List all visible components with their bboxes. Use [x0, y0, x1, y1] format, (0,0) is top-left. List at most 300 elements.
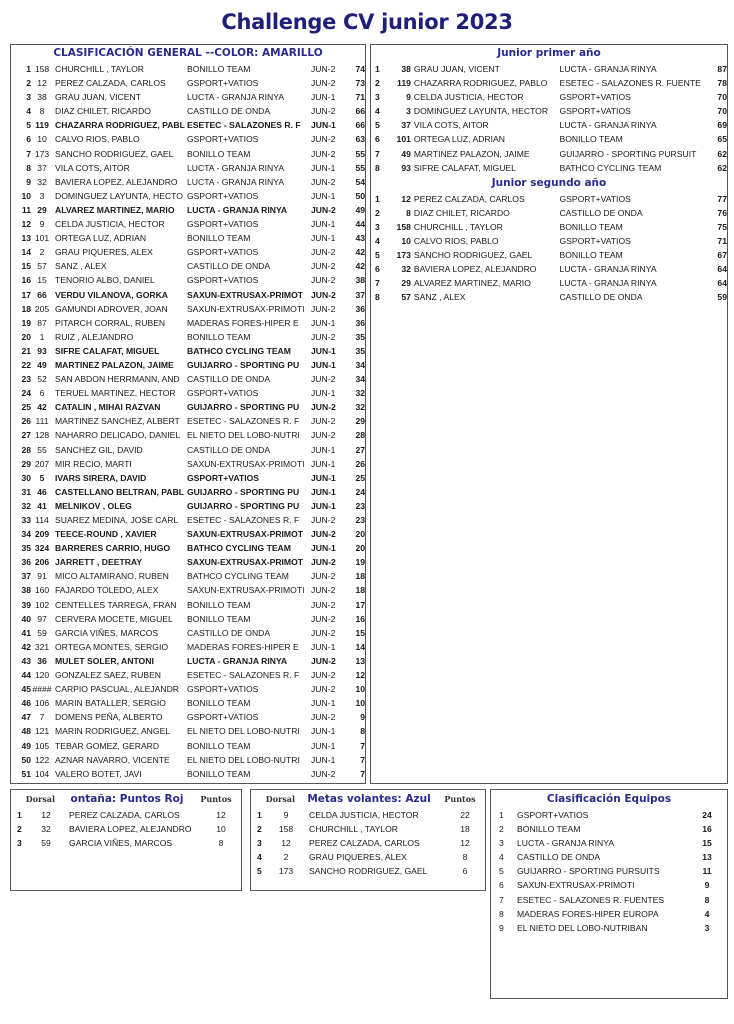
- junior1-row-team: LUCTA - GRANJA RINYA: [559, 64, 657, 74]
- junior2-row-pts: 67: [717, 250, 727, 261]
- general-row-team: EL NIETO DEL LOBO-NUTRI: [187, 726, 300, 737]
- team-row-pts: 4: [704, 908, 710, 919]
- sprints-row-name: GRAU PIQUERES, ALEX: [309, 852, 407, 863]
- general-row-pos: 36: [21, 557, 31, 568]
- general-row-name: SIFRE CALAFAT, MIGUEL: [55, 345, 160, 356]
- general-row: [11, 541, 365, 555]
- general-row-team: LUCTA - GRANJA RINYA: [187, 655, 288, 666]
- general-row-pts: 38: [355, 275, 365, 286]
- general-row-pos: 43: [21, 655, 31, 666]
- general-row-cat: JUN-2: [311, 247, 336, 258]
- general-row-pts: 44: [355, 219, 365, 230]
- general-row-dor: 111: [35, 416, 49, 427]
- junior2-row-team: GSPORT+VATIOS: [559, 236, 631, 247]
- general-row-pts: 20: [355, 543, 365, 554]
- general-row-pts: 49: [355, 204, 365, 215]
- general-row-cat: JUN-2: [311, 627, 336, 638]
- general-row-cat: JUN-1: [311, 190, 336, 201]
- junior2-row-dor: 8: [406, 207, 411, 218]
- junior2-row-pos: 7: [375, 278, 380, 289]
- general-row: [11, 259, 365, 273]
- mountain-classification-table: [10, 789, 242, 891]
- general-row-dor: 206: [34, 557, 50, 568]
- junior1-row: [371, 132, 727, 146]
- general-row-cat: JUN-1: [311, 233, 336, 244]
- general-row-dor: 57: [37, 261, 47, 272]
- general-row-pts: 63: [355, 134, 365, 145]
- team-row-pts: 8: [704, 894, 710, 905]
- general-row: [11, 217, 365, 231]
- sprints-points-label: Puntos: [444, 794, 476, 804]
- general-row-pos: 1: [26, 64, 31, 74]
- general-row-pts: 74: [355, 64, 365, 74]
- team-row: [491, 836, 727, 850]
- junior1-row-team: ESETEC - SALAZONES R. FUENTE: [559, 78, 701, 89]
- general-row-name: GRAU PIQUERES, ALEX: [55, 247, 153, 258]
- general-row-pos: 10: [21, 190, 31, 201]
- general-row-pts: 16: [355, 613, 365, 624]
- junior1-row: [371, 76, 727, 90]
- team-row-pts: 15: [702, 838, 712, 849]
- general-row-team: BATHCO CYCLING TEAM: [187, 543, 291, 554]
- general-row-dor: 32: [37, 176, 47, 187]
- team-row-pos: 9: [499, 922, 504, 933]
- general-row-pts: 29: [355, 416, 365, 427]
- junior2-row: [371, 234, 727, 248]
- general-row: [11, 175, 365, 189]
- general-row-dor: 128: [34, 430, 50, 441]
- junior2-rows: [371, 192, 727, 305]
- sprints-row-name: PEREZ CALZADA, CARLOS: [309, 838, 420, 849]
- general-row-cat: JUN-2: [311, 515, 336, 525]
- mountain-row-pos: 3: [17, 838, 22, 849]
- general-row-pos: 2: [26, 78, 31, 89]
- junior2-row-pts: 75: [717, 221, 727, 232]
- junior1-row-pos: 5: [375, 120, 380, 131]
- general-row-team: BONILLO TEAM: [187, 768, 251, 779]
- general-row-name: MICO ALTAMIRANO, RUBEN: [55, 571, 169, 582]
- general-row-cat: JUN-2: [311, 303, 336, 314]
- general-row: [11, 330, 365, 344]
- general-row-pos: 33: [21, 515, 31, 525]
- general-row-dor: 9: [39, 219, 45, 230]
- junior1-rows: [371, 62, 727, 175]
- general-row-pts: 9: [360, 712, 365, 723]
- general-row-cat: JUN-2: [311, 134, 336, 145]
- general-row-pts: 7: [360, 754, 365, 765]
- junior1-row-pts: 65: [717, 134, 727, 145]
- general-row-pos: 18: [21, 303, 31, 314]
- general-row-team: ESETEC - SALAZONES R. F: [187, 670, 300, 681]
- general-row: [11, 288, 365, 302]
- general-row-cat: JUN-1: [311, 472, 336, 483]
- general-row: [11, 569, 365, 583]
- general-row-name: GARCIA VIÑES, MARCOS: [55, 627, 159, 638]
- general-row-team: GSPORT+VATIOS: [187, 684, 259, 695]
- general-row-name: MARTINEZ SANCHEZ, ALBERT: [55, 416, 180, 427]
- general-row-dor: 209: [34, 529, 50, 540]
- general-row-pts: 71: [355, 92, 365, 103]
- general-row-dor: 55: [37, 444, 47, 455]
- junior1-row-dor: 3: [406, 106, 411, 117]
- general-row-pts: 15: [355, 627, 365, 638]
- general-row-team: GSPORT+VATIOS: [187, 247, 259, 258]
- general-row-pos: 20: [21, 331, 31, 342]
- junior2-row-name: DIAZ CHILET, RICARDO: [413, 207, 510, 218]
- junior1-row-pts: 87: [717, 64, 727, 74]
- junior2-row: [371, 220, 727, 234]
- general-row-cat: JUN-1: [311, 486, 336, 497]
- general-row-team: GSPORT+VATIOS: [187, 388, 259, 399]
- team-row-name: GSPORT+VATIOS: [517, 810, 589, 820]
- general-row-pts: 7: [360, 740, 365, 751]
- page-title: Challenge CV junior 2023: [221, 10, 513, 34]
- general-row-name: CELDA JUSTICIA, HECTOR: [55, 219, 165, 230]
- sprints-row-pts: 6: [462, 866, 468, 877]
- general-row-pts: 25: [355, 472, 365, 483]
- general-row-pts: 36: [355, 317, 365, 328]
- general-row-pts: 55: [355, 162, 365, 173]
- general-row-cat: JUN-2: [311, 768, 336, 779]
- general-row-pos: 49: [21, 740, 31, 751]
- general-row-cat: JUN-2: [311, 529, 336, 540]
- mountain-points-label: Puntos: [200, 794, 232, 804]
- general-row-dor: 1: [39, 331, 45, 342]
- general-row-name: VERDU VILANOVA, GORKA: [55, 289, 168, 300]
- general-row: [11, 612, 365, 626]
- general-row-name: TENORIO ALBO, DANIEL: [55, 275, 155, 286]
- team-row-name: SAXUN-EXTRUSAX-PRIMOTI: [517, 880, 635, 891]
- sprints-row-pts: 12: [460, 838, 470, 849]
- general-row-pts: 66: [355, 120, 365, 131]
- general-row-team: GUIJARRO - SPORTING PU: [187, 486, 300, 497]
- junior1-row: [371, 147, 727, 161]
- general-row-team: CASTILLO DE ONDA: [187, 627, 271, 638]
- general-row: [11, 443, 365, 457]
- mountain-row: [11, 836, 241, 850]
- general-row-team: ESETEC - SALAZONES R. F: [187, 120, 301, 131]
- general-row-pos: 34: [21, 529, 31, 540]
- general-row-team: BONILLO TEAM: [187, 740, 251, 751]
- general-row-pts: 14: [355, 641, 365, 652]
- general-row-pos: 11: [21, 204, 31, 215]
- general-row: [11, 485, 365, 499]
- general-row: [11, 104, 365, 118]
- general-row: [11, 358, 365, 372]
- general-row: [11, 724, 365, 738]
- general-row-pos: 17: [21, 289, 31, 300]
- mountain-row-pts: 12: [216, 810, 226, 820]
- general-row-pos: 38: [21, 585, 31, 596]
- general-row-dor: 49: [37, 359, 47, 370]
- junior1-row: [371, 62, 727, 76]
- general-row: [11, 302, 365, 316]
- general-row: [11, 682, 365, 696]
- team-row-name: GUIJARRO - SPORTING PURSUITS: [517, 866, 660, 877]
- general-row: [11, 471, 365, 485]
- junior2-row-pos: 3: [375, 221, 380, 232]
- general-row-pts: 34: [355, 374, 365, 385]
- junior2-row-name: CALVO RIOS, PABLO: [413, 236, 499, 247]
- junior2-row-team: CASTILLO DE ONDA: [559, 292, 643, 303]
- general-row: [11, 231, 365, 245]
- general-row-pos: 48: [21, 726, 31, 737]
- general-row-name: MARIN BATALLER, SERGIO: [55, 698, 166, 709]
- general-row: [11, 583, 365, 597]
- general-row-pos: 13: [21, 233, 31, 244]
- junior2-row-team: LUCTA - GRANJA RINYA: [559, 278, 657, 289]
- general-row-team: CASTILLO DE ONDA: [187, 444, 271, 455]
- general-row: [11, 626, 365, 640]
- general-row: [11, 739, 365, 753]
- general-row-pts: 23: [355, 500, 365, 511]
- general-row-pos: 12: [21, 219, 31, 230]
- junior2-row-pts: 77: [717, 193, 727, 204]
- general-row-team: BONILLO TEAM: [187, 613, 251, 624]
- general-classification-title: CLASIFICACIÓN GENERAL --COLOR: AMARILLO: [53, 47, 323, 59]
- junior1-row-dor: 119: [397, 78, 411, 89]
- junior1-row-pos: 1: [375, 64, 380, 74]
- general-row-dor: 41: [37, 500, 47, 511]
- junior1-row-team: GUIJARRO - SPORTING PURSUIT: [559, 148, 697, 159]
- junior1-row-pos: 2: [375, 78, 380, 89]
- junior1-row: [371, 118, 727, 132]
- mountain-row-pos: 2: [17, 824, 22, 835]
- general-row-name: PITARCH CORRAL, RUBEN: [55, 317, 166, 328]
- junior2-row: [371, 290, 727, 304]
- general-row-team: GSPORT+VATIOS: [187, 190, 259, 201]
- general-row-cat: JUN-2: [311, 176, 336, 187]
- general-row-dor: 105: [34, 740, 50, 751]
- general-row-name: MARTINEZ PALAZON, JAIME: [55, 359, 174, 370]
- sprints-row-name: CHURCHILL , TAYLOR: [309, 824, 398, 835]
- general-row-name: MARIN RODRIGUEZ, ANGEL: [55, 726, 171, 737]
- general-row-name: AZNAR NAVARRO, VICENTE: [55, 754, 170, 765]
- general-row-pts: 34: [355, 359, 365, 370]
- general-row-cat: JUN-2: [311, 613, 336, 624]
- general-row-dor: 104: [34, 768, 50, 779]
- team-row-name: LUCTA - GRANJA RINYA: [517, 838, 615, 849]
- general-row-dor: 12: [37, 78, 47, 89]
- sprints-row-name: CELDA JUSTICIA, HECTOR: [309, 810, 419, 820]
- general-row-cat: JUN-1: [311, 317, 336, 328]
- general-row-name: IVARS SIRERA, DAVID: [55, 472, 147, 483]
- general-row-name: GONZALEZ SAEZ, RUBEN: [55, 670, 162, 681]
- junior1-row-pos: 8: [375, 162, 380, 173]
- team-row: [491, 864, 727, 878]
- general-row-dor: 91: [37, 571, 47, 582]
- general-row-team: SAXUN-EXTRUSAX-PRIMOTI: [187, 458, 305, 469]
- junior1-row-team: LUCTA - GRANJA RINYA: [559, 120, 657, 131]
- general-row-name: PEREZ CALZADA, CARLOS: [55, 78, 166, 89]
- general-row-pos: 7: [26, 148, 31, 159]
- team-row-pts: 11: [702, 866, 712, 877]
- junior1-row-name: SIFRE CALAFAT, MIGUEL: [413, 162, 516, 173]
- general-row-team: ESETEC - SALAZONES R. F: [187, 515, 300, 525]
- general-row-name: ALVAREZ MARTINEZ, MARIO: [55, 204, 175, 215]
- general-row-dor: 38: [37, 92, 47, 103]
- general-row-pos: 23: [21, 374, 31, 385]
- general-row-pos: 28: [21, 444, 31, 455]
- team-row-name: EL NIETO DEL LOBO-NUTRIBAN: [517, 922, 648, 933]
- junior1-row-pts: 70: [717, 106, 727, 117]
- general-row-cat: JUN-2: [311, 430, 336, 441]
- general-row-cat: JUN-2: [311, 106, 336, 117]
- general-row: [11, 555, 365, 569]
- junior1-row-name: VILA COTS, AITOR: [413, 120, 489, 131]
- general-row-pos: 15: [21, 261, 31, 272]
- general-row-dor: 93: [37, 345, 47, 356]
- general-row-team: GSPORT+VATIOS: [187, 472, 260, 483]
- general-row-cat: JUN-1: [311, 120, 336, 131]
- general-row-pos: 47: [21, 712, 31, 723]
- general-row: [11, 753, 365, 767]
- junior2-title: Junior segundo año: [491, 176, 607, 189]
- general-row-name: SANZ , ALEX: [55, 261, 107, 272]
- team-row-pts: 9: [704, 880, 710, 891]
- general-row-team: MADERAS FORES-HIPER E: [187, 641, 299, 652]
- general-row-team: LUCTA - GRANJA RINYA: [187, 162, 285, 173]
- team-row-name: BONILLO TEAM: [517, 824, 581, 835]
- general-row-cat: JUN-1: [311, 345, 336, 356]
- general-row-pts: 54: [355, 176, 365, 187]
- general-row: [11, 344, 365, 358]
- general-row-dor: 102: [34, 599, 50, 610]
- general-row-cat: JUN-2: [311, 148, 336, 159]
- general-row-pts: 43: [355, 233, 365, 244]
- general-row-team: GSPORT+VATIOS: [187, 219, 259, 230]
- sprints-row-pts: 18: [460, 824, 470, 835]
- general-row-team: BONILLO TEAM: [187, 599, 251, 610]
- general-row-dor: 101: [34, 233, 50, 244]
- general-row-pts: 28: [355, 430, 365, 441]
- general-row-name: VILA COTS, AITOR: [55, 162, 130, 173]
- junior1-row-name: DOMINGUEZ LAYUNTA, HECTOR: [413, 106, 549, 117]
- general-row-team: CASTILLO DE ONDA: [187, 261, 271, 272]
- general-row-cat: JUN-2: [311, 557, 336, 568]
- team-row: [491, 921, 727, 935]
- general-row-team: SAXUN-EXTRUSAX-PRIMOTI: [187, 585, 305, 596]
- junior2-row-team: CASTILLO DE ONDA: [559, 207, 643, 218]
- general-row: [11, 654, 365, 668]
- sprints-row-pos: 5: [257, 866, 262, 877]
- general-row-pts: 50: [355, 190, 365, 201]
- general-row-name: SANCHO RODRIGUEZ, GAEL: [55, 148, 174, 159]
- general-row-pts: 17: [355, 599, 365, 610]
- general-row-cat: JUN-2: [311, 402, 336, 413]
- sprints-classification-table: [250, 789, 486, 891]
- general-row-dor: 114: [35, 515, 49, 525]
- team-classification-rows: [491, 808, 727, 935]
- general-row-team: MADERAS FORES-HIPER E: [187, 317, 299, 328]
- general-row-pos: 27: [21, 430, 31, 441]
- general-row-pos: 25: [21, 402, 31, 413]
- general-row: [11, 90, 365, 104]
- team-classification-title: Clasificación Equipos: [546, 793, 672, 805]
- general-row-team: GSPORT+VATIOS: [187, 78, 259, 89]
- general-row-pts: 37: [355, 289, 365, 300]
- general-row-pos: 32: [21, 500, 31, 511]
- junior1-row-dor: 49: [401, 148, 411, 159]
- general-row-name: CATALIN , MIHAI RAZVAN: [55, 402, 161, 413]
- general-row-name: MULET SOLER, ANTONI: [55, 655, 154, 666]
- general-row-team: GSPORT+VATIOS: [187, 134, 259, 145]
- general-row: [11, 640, 365, 654]
- junior2-row-name: SANZ , ALEX: [413, 292, 466, 303]
- general-row-name: CALVO RIOS, PABLO: [55, 134, 140, 145]
- general-row-pos: 29: [21, 458, 31, 469]
- general-row-name: CHURCHILL , TAYLOR: [55, 64, 144, 74]
- general-row-name: GAMUNDI ADROVER, JOAN: [55, 303, 168, 314]
- general-row-cat: JUN-1: [311, 500, 336, 511]
- general-row-cat: JUN-2: [311, 261, 336, 272]
- sprints-row-pos: 1: [257, 810, 262, 820]
- junior1-row-pts: 69: [717, 120, 727, 131]
- general-row-team: BONILLO TEAM: [187, 233, 251, 244]
- general-row-pts: 18: [355, 571, 365, 582]
- general-row-pos: 19: [21, 317, 31, 328]
- general-row-team: GSPORT+VATIOS: [187, 275, 259, 286]
- general-row-team: LUCTA - GRANJA RINYA: [187, 92, 285, 103]
- general-row-pts: 8: [360, 726, 365, 737]
- team-row-name: ESETEC - SALAZONES R. FUENTES: [517, 894, 665, 905]
- junior1-row-dor: 38: [401, 64, 411, 74]
- general-row: [11, 513, 365, 527]
- general-row-dor: 6: [39, 388, 45, 399]
- mountain-row-name: PEREZ CALZADA, CARLOS: [69, 810, 180, 820]
- general-row-pts: 42: [355, 247, 365, 258]
- junior1-row-team: GSPORT+VATIOS: [559, 92, 631, 103]
- junior1-row-pos: 6: [375, 134, 380, 145]
- general-row-dor: 324: [34, 543, 50, 554]
- general-row-pos: 45: [21, 684, 31, 695]
- general-row-dor: 36: [37, 655, 47, 666]
- general-row-team: BONILLO TEAM: [187, 64, 251, 74]
- mountain-row-dor: 32: [41, 824, 51, 835]
- general-row-dor: 119: [35, 120, 49, 131]
- general-row-pts: 66: [355, 106, 365, 117]
- sprints-row: [251, 808, 485, 822]
- general-row-cat: JUN-2: [311, 655, 336, 666]
- team-classification-table: [490, 789, 728, 999]
- junior2-row-pts: 64: [717, 264, 727, 275]
- junior-classifications: [370, 44, 728, 784]
- general-row-dor: 122: [34, 754, 50, 765]
- mountain-row-name: BAVIERA LOPEZ, ALEJANDRO: [69, 824, 192, 835]
- sprints-row: [251, 836, 485, 850]
- sprints-row: [251, 850, 485, 864]
- general-row-team: LUCTA - GRANJA RINYA: [187, 204, 288, 215]
- general-row-cat: JUN-2: [311, 331, 336, 342]
- team-row: [491, 893, 727, 907]
- general-row-pos: 40: [21, 613, 31, 624]
- junior2-row-pts: 64: [717, 278, 727, 289]
- general-row-name: TEBAR GOMEZ, GERARD: [55, 740, 160, 751]
- junior1-row-name: CELDA JUSTICIA, HECTOR: [413, 92, 524, 103]
- general-row: [11, 316, 365, 330]
- general-row-pos: 50: [21, 754, 31, 765]
- sprints-row-pts: 22: [460, 810, 470, 820]
- general-row-name: SAN ABDON HERRMANN, AND: [55, 374, 180, 385]
- general-row-team: BONILLO TEAM: [187, 148, 251, 159]
- general-row-pts: 20: [355, 529, 365, 540]
- general-row-dor: 207: [34, 458, 50, 469]
- general-row-dor: 66: [37, 289, 47, 300]
- general-row-name: CASTELLANO BELTRAN, PABL: [55, 486, 185, 497]
- general-row-dor: 59: [37, 627, 47, 638]
- general-row-dor: 7: [39, 712, 45, 723]
- general-row: [11, 400, 365, 414]
